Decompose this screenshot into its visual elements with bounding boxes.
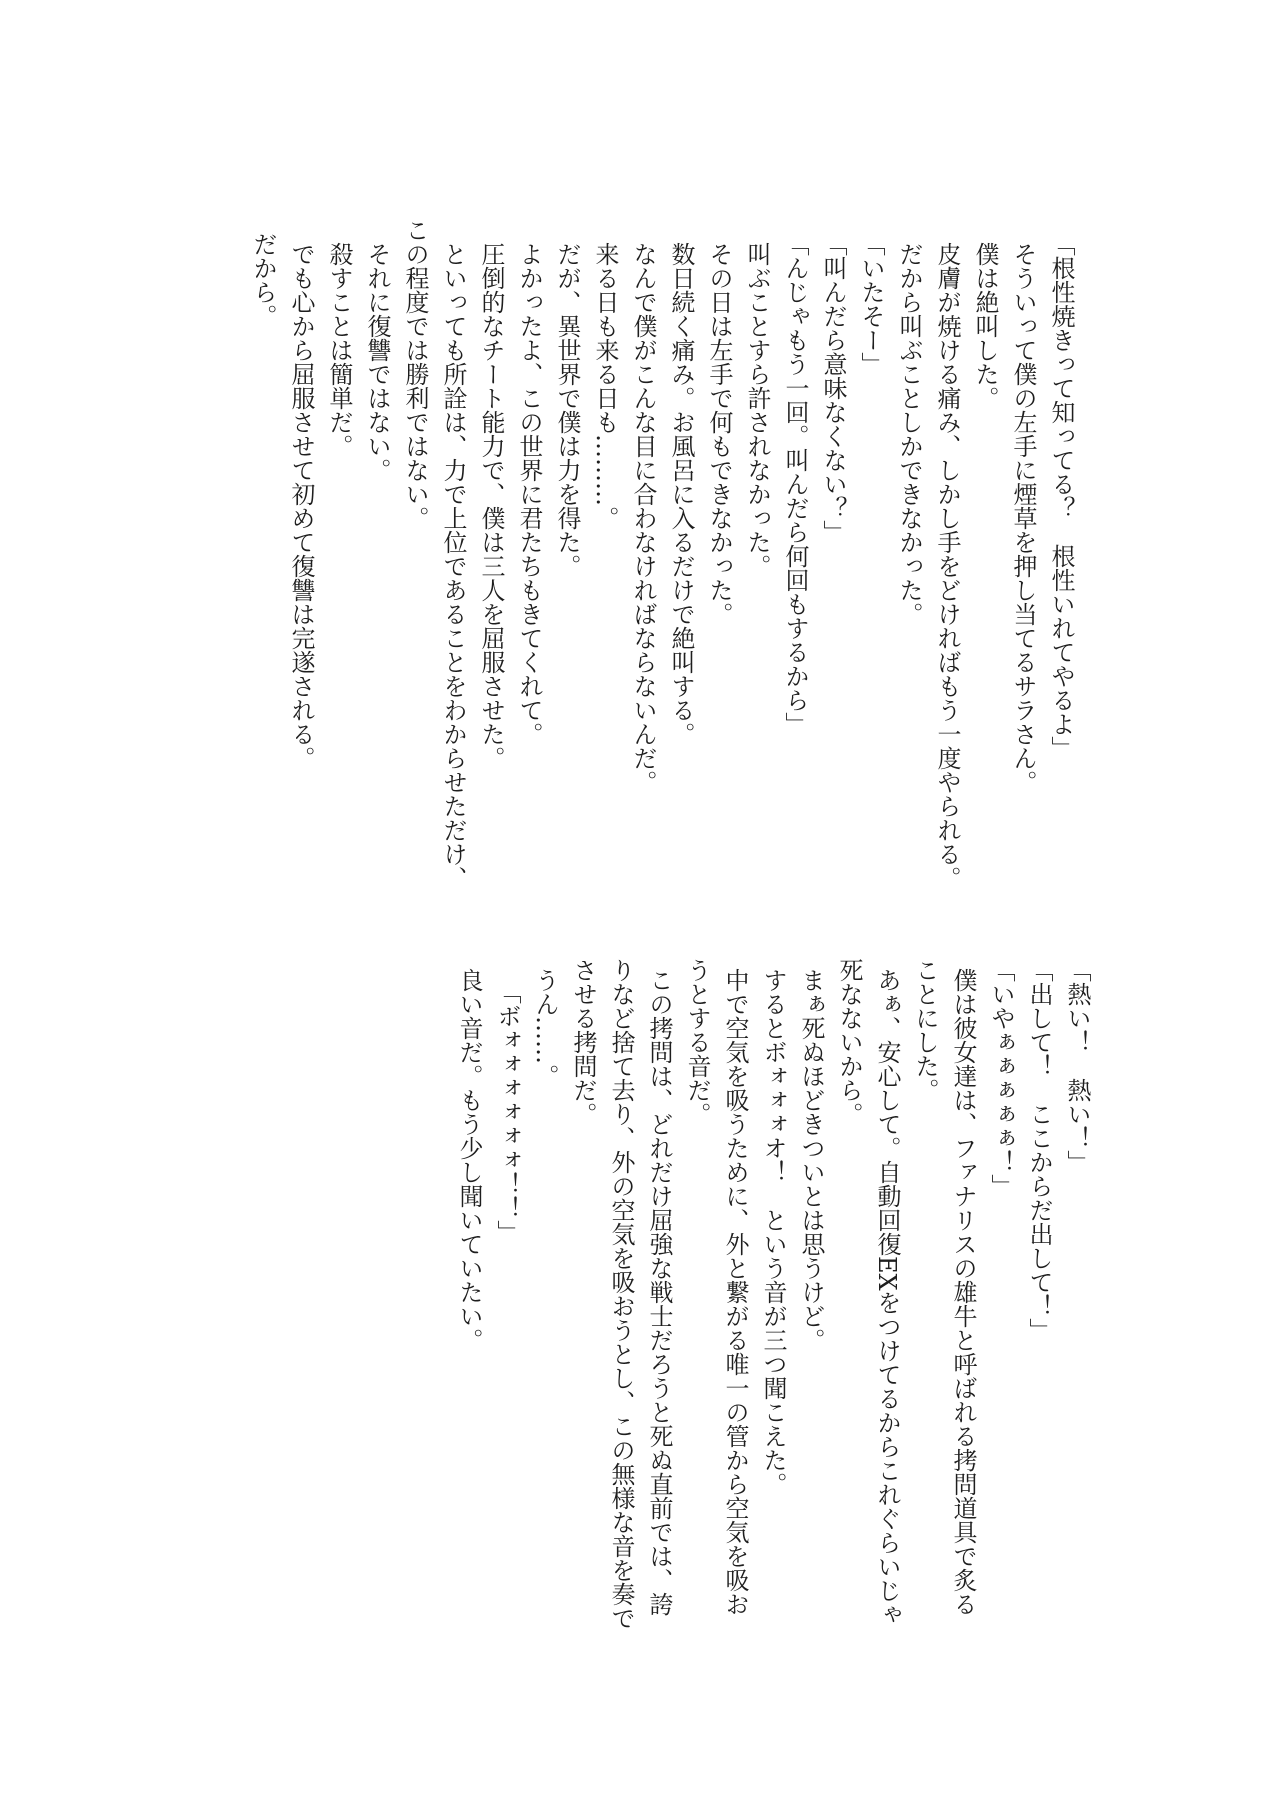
- lower-text-block: [450, 958, 1096, 1630]
- dialogue-line: 「出して！ ここからだ出して！」: [1025, 958, 1053, 1342]
- text-line: あぁ、安心して。自動回復EXをつけてるからこれぐらいじゃ: [873, 967, 901, 1627]
- text-line: うとする音だ。: [683, 958, 711, 1126]
- text-line: まぁ死ぬほどきついとは思うけど。: [797, 967, 825, 1352]
- dialogue-line: 「いたそー」: [857, 232, 885, 376]
- text-line: なんで僕がこんな目に合わなければならないんだ。: [629, 241, 657, 794]
- text-line: それに復讐ではない。: [363, 241, 391, 482]
- text-line: といっても所詮は、力で上位であることをわからせただけ、: [439, 241, 467, 890]
- text-line: するとボォォォオ！ という音が三つ聞こえた。: [759, 967, 787, 1496]
- text-line: 圧倒的なチート能力で、僕は三人を屈服させた。: [477, 241, 505, 770]
- text-line: 死なないから。: [835, 958, 863, 1126]
- text-line: だから。: [249, 232, 277, 328]
- text-line: うん……。: [531, 967, 559, 1088]
- text-line: だから叫ぶことしかできなかった。: [895, 241, 923, 626]
- text-line: ことにした。: [911, 958, 939, 1102]
- text-line: 殺すことは簡単だ。: [325, 241, 353, 458]
- upper-text-block: [244, 217, 1080, 890]
- text-line: りなど捨て去り、外の空気を吸おうとし、この無様な音を奏で: [607, 958, 635, 1630]
- dialogue-line: 「いやぁぁぁぁぁ！」: [987, 958, 1015, 1198]
- dialogue-line: 「んじゃもう一回。叫んだら何回もするから」: [781, 232, 809, 736]
- dialogue-line: 「根性焼きって知ってる？ 根性いれてやるよ」: [1047, 232, 1075, 760]
- text-line: 僕は絶叫した。: [971, 241, 999, 410]
- dialogue-line: 「ボォォォォォォ！！」: [493, 979, 521, 1244]
- text-line: その日は左手で何もできなかった。: [705, 241, 733, 626]
- text-line: 中で空気を吸うために、外と繋がる唯一の管から空気を吸お: [721, 967, 749, 1616]
- text-line: 叫ぶことすら許されなかった。: [743, 241, 771, 578]
- text-line: 来る日も来る日も………。: [591, 241, 619, 530]
- text-line: させる拷問だ。: [569, 958, 597, 1126]
- text-line: よかったよ、この世界に君たちもきてくれて。: [515, 241, 543, 746]
- text-line: そういって僕の左手に煙草を押し当てるサラさん。: [1009, 241, 1037, 794]
- text-line: この拷問は、どれだけ屈強な戦士だろうと死ぬ直前では、誇: [645, 967, 673, 1616]
- text-line: この程度では勝利ではない。: [401, 217, 429, 530]
- text-line: でも心から屈服させて初めて復讐は完遂される。: [287, 241, 315, 770]
- dialogue-line: 「叫んだら意味なくない？」: [819, 232, 847, 544]
- text-line: だが、異世界で僕は力を得た。: [553, 241, 581, 578]
- text-line: 僕は彼女達は、ファナリスの雄牛と呼ばれる拷問道具で炙る: [949, 967, 977, 1616]
- text-line: 皮膚が焼ける痛み、しかし手をどければもう一度やられる。: [933, 241, 961, 890]
- text-line: 良い音だ。もう少し聞いていたい。: [455, 967, 483, 1352]
- dialogue-line: 「熱い！ 熱い！」: [1063, 958, 1091, 1174]
- text-line: 数日続く痛み。お風呂に入るだけで絶叫する。: [667, 241, 695, 746]
